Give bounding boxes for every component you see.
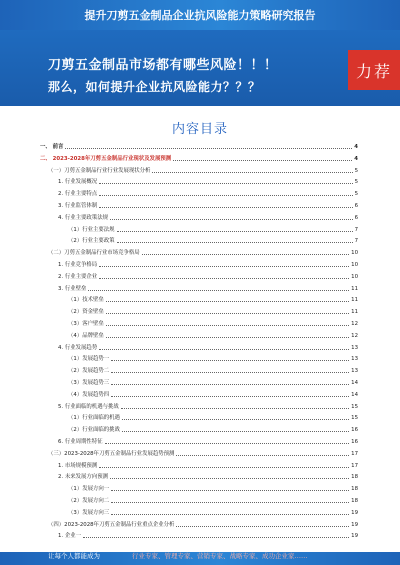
toc-title: 内容目录	[171, 122, 228, 137]
toc-entry[interactable]	[40, 246, 358, 256]
footer-slogan: 让每个人都能成为	[48, 552, 100, 560]
banner-headline: 刀剪五金制品市场都有哪些风险！！！	[48, 58, 278, 73]
toc-leader-dots	[110, 219, 353, 220]
toc-entry-label: 二、 2023-2028年刀剪五金制品行业现状及发展预测	[40, 155, 172, 162]
toc-entry-page: 13	[351, 356, 358, 363]
toc-entry[interactable]	[40, 400, 358, 410]
toc-entry-page: 17	[351, 450, 358, 457]
toc-entry[interactable]	[40, 506, 358, 516]
toc-leader-dots	[65, 148, 352, 149]
toc-entry-label: 1. 企业一	[58, 533, 82, 540]
toc-leader-dots	[122, 419, 349, 420]
toc-entry-page: 15	[351, 403, 358, 410]
toc-entry-page: 17	[351, 462, 358, 469]
toc-leader-dots	[105, 443, 350, 444]
toc-entry-label: （1）发展方向一	[68, 486, 110, 493]
report-header	[0, 0, 400, 30]
toc-entry-label: 1. 行业发展概况	[58, 179, 98, 186]
toc-entry-label: （4）品牌壁垒	[68, 332, 104, 339]
toc-entry[interactable]	[40, 423, 358, 433]
promo-banner	[0, 30, 400, 106]
toc-leader-dots	[176, 526, 349, 527]
toc-entry-label: （2）发展趋势二	[68, 368, 110, 375]
toc-leader-dots	[142, 254, 349, 255]
toc-leader-dots	[99, 195, 352, 196]
toc-entry-page: 7	[354, 238, 358, 245]
toc-entry[interactable]	[40, 470, 358, 480]
toc-entry-page: 4	[354, 144, 358, 150]
toc-leader-dots	[99, 207, 352, 208]
toc-entry-label: 2. 行业主要企业	[58, 273, 98, 280]
toc-entry-label: 一、 前言	[40, 144, 64, 150]
toc-leader-dots	[106, 301, 349, 302]
toc-entry-page: 11	[351, 285, 358, 292]
toc-leader-dots	[111, 396, 349, 397]
toc-entry-label: （3）发展方向三	[68, 509, 110, 516]
toc-entry-label: （2）行业面临的挑战	[68, 427, 120, 434]
toc-entry-page: 10	[351, 273, 358, 280]
toc-entry-label: 3. 行业壁垒	[58, 285, 87, 292]
toc-entry-label: 1. 市场规模预测	[58, 462, 98, 469]
toc-entry[interactable]	[40, 376, 358, 386]
toc-entry[interactable]	[40, 518, 358, 528]
toc-leader-dots	[88, 290, 349, 291]
toc-entry[interactable]	[40, 293, 358, 303]
toc-entry-label: 5. 行业面临的机遇与挑战	[58, 403, 119, 410]
toc-entry-label: （3）客户壁垒	[68, 321, 104, 327]
toc-entry-label: （2）行业主要政策	[68, 238, 115, 245]
toc-leader-dots	[106, 313, 349, 314]
toc-leader-dots	[117, 242, 353, 243]
toc-entry[interactable]	[40, 447, 358, 457]
toc-entry-page: 5	[354, 191, 358, 198]
toc-leader-dots	[99, 183, 352, 184]
toc-entry-page: 12	[351, 321, 358, 327]
toc-entry-page: 5	[354, 179, 358, 186]
footer-roles: 行业专家、管理专家、营销专家、战略专家、成功企业家……	[132, 552, 308, 560]
toc-entry[interactable]	[40, 494, 358, 504]
toc-entry[interactable]	[40, 175, 358, 185]
toc-entry-label: 3. 行业监管体制	[58, 203, 98, 209]
toc-entry-page: 19	[351, 509, 358, 516]
toc-entry-label: （三）2023-2028年刀剪五金制品行业发展趋势预测	[48, 450, 175, 457]
toc-leader-dots	[111, 384, 349, 385]
toc-entry-page: 10	[351, 250, 358, 257]
toc-entry[interactable]	[40, 305, 358, 315]
toc-entry[interactable]	[40, 341, 358, 351]
toc-entry-page: 19	[351, 521, 358, 528]
toc-leader-dots	[99, 266, 349, 267]
toc-leader-dots	[173, 160, 352, 161]
toc-entry[interactable]	[40, 258, 358, 268]
toc-leader-dots	[111, 514, 349, 515]
toc-entry[interactable]	[40, 529, 358, 539]
toc-entry-page: 18	[351, 474, 358, 481]
toc-entry-page: 18	[351, 486, 358, 493]
toc-entry-page: 11	[351, 309, 358, 316]
toc-entry-page: 13	[351, 344, 358, 351]
toc-leader-dots	[176, 455, 349, 456]
toc-entry[interactable]	[40, 211, 358, 221]
toc-entry-label: （2）资金壁垒	[68, 309, 104, 316]
toc-leader-dots	[110, 478, 349, 479]
toc-entry-label: （1）行业主要法规	[68, 226, 115, 233]
toc-entry[interactable]	[40, 152, 358, 162]
toc-entry[interactable]	[40, 482, 358, 492]
toc-entry[interactable]	[40, 282, 358, 292]
toc-entry-page: 14	[351, 391, 358, 398]
toc-entry-page: 14	[351, 380, 358, 386]
toc-entry-label: （1）发展趋势一	[68, 356, 110, 363]
toc-leader-dots	[111, 372, 349, 373]
banner-subheadline: 那么，如何提升企业抗风险能力？？？	[48, 80, 261, 94]
toc-leader-dots	[106, 325, 349, 326]
toc-entry-label: 2. 行业主要特点	[58, 191, 98, 198]
toc-entry-page: 13	[351, 368, 358, 375]
toc-entry-label: （二）刀剪五金制品行业市场竞争格局	[48, 250, 140, 257]
toc-entry-page: 16	[351, 439, 358, 445]
toc-entry-label: 4. 行业发展趋势	[58, 344, 98, 351]
toc-leader-dots	[117, 231, 353, 232]
toc-entry[interactable]	[40, 140, 358, 150]
toc-entry-page: 6	[354, 203, 358, 209]
toc-entry[interactable]	[40, 411, 358, 421]
table-of-contents	[40, 140, 358, 544]
toc-leader-dots	[111, 360, 349, 361]
toc-entry[interactable]	[40, 352, 358, 362]
toc-entry-page: 6	[354, 214, 358, 221]
toc-leader-dots	[111, 490, 349, 491]
toc-leader-dots	[99, 467, 349, 468]
toc-entry-label: 4. 行业主要政策法规	[58, 214, 108, 221]
toc-entry-label: 2. 未来发展方向预测	[58, 474, 108, 481]
toc-entry[interactable]	[40, 187, 358, 197]
toc-entry-page: 15	[351, 415, 358, 422]
toc-entry-label: （1）行业面临的机遇	[68, 415, 120, 422]
toc-entry-label: （2）发展方向二	[68, 498, 110, 504]
toc-entry[interactable]	[40, 234, 358, 244]
toc-leader-dots	[152, 172, 352, 173]
toc-entry-label: 1. 行业竞争格局	[58, 262, 98, 268]
toc-leader-dots	[111, 502, 349, 503]
toc-entry-page: 12	[351, 332, 358, 339]
toc-entry[interactable]	[40, 270, 358, 280]
toc-entry-label: （四）2023-2028年刀剪五金制品行业重点企业分析	[48, 521, 175, 528]
toc-entry-label: （4）发展趋势四	[68, 391, 110, 398]
toc-entry-label: （1）技术壁垒	[68, 297, 104, 304]
toc-entry[interactable]	[40, 164, 358, 174]
toc-entry[interactable]	[40, 329, 358, 339]
toc-entry-page: 18	[351, 498, 358, 504]
toc-entry-page: 19	[351, 533, 358, 540]
toc-entry-page: 5	[354, 167, 358, 174]
toc-entry-label: （一）刀剪五金制品行业行业发展现状分析	[48, 167, 151, 174]
report-title: 提升刀剪五金制品企业抗风险能力策略研究报告	[84, 9, 316, 22]
toc-entry-page: 7	[354, 226, 358, 233]
toc-leader-dots	[122, 431, 349, 432]
toc-entry-label: 6. 行业周期性特征	[58, 439, 103, 445]
toc-entry-page: 4	[354, 155, 358, 162]
toc-entry[interactable]	[40, 435, 358, 445]
toc-leader-dots	[121, 408, 349, 409]
recommend-badge: 力荐	[348, 50, 400, 90]
toc-entry-page: 10	[351, 262, 358, 268]
toc-entry[interactable]	[40, 223, 358, 233]
toc-leader-dots	[83, 537, 349, 538]
toc-entry[interactable]	[40, 199, 358, 209]
toc-leader-dots	[106, 337, 349, 338]
toc-leader-dots	[99, 349, 349, 350]
toc-entry-page: 11	[351, 297, 358, 304]
toc-leader-dots	[99, 278, 349, 279]
toc-entry[interactable]	[40, 388, 358, 398]
toc-entry-label: （3）发展趋势三	[68, 380, 110, 386]
toc-entry[interactable]	[40, 459, 358, 469]
toc-entry-page: 16	[351, 427, 358, 434]
toc-entry[interactable]	[40, 317, 358, 327]
toc-entry[interactable]	[40, 364, 358, 374]
